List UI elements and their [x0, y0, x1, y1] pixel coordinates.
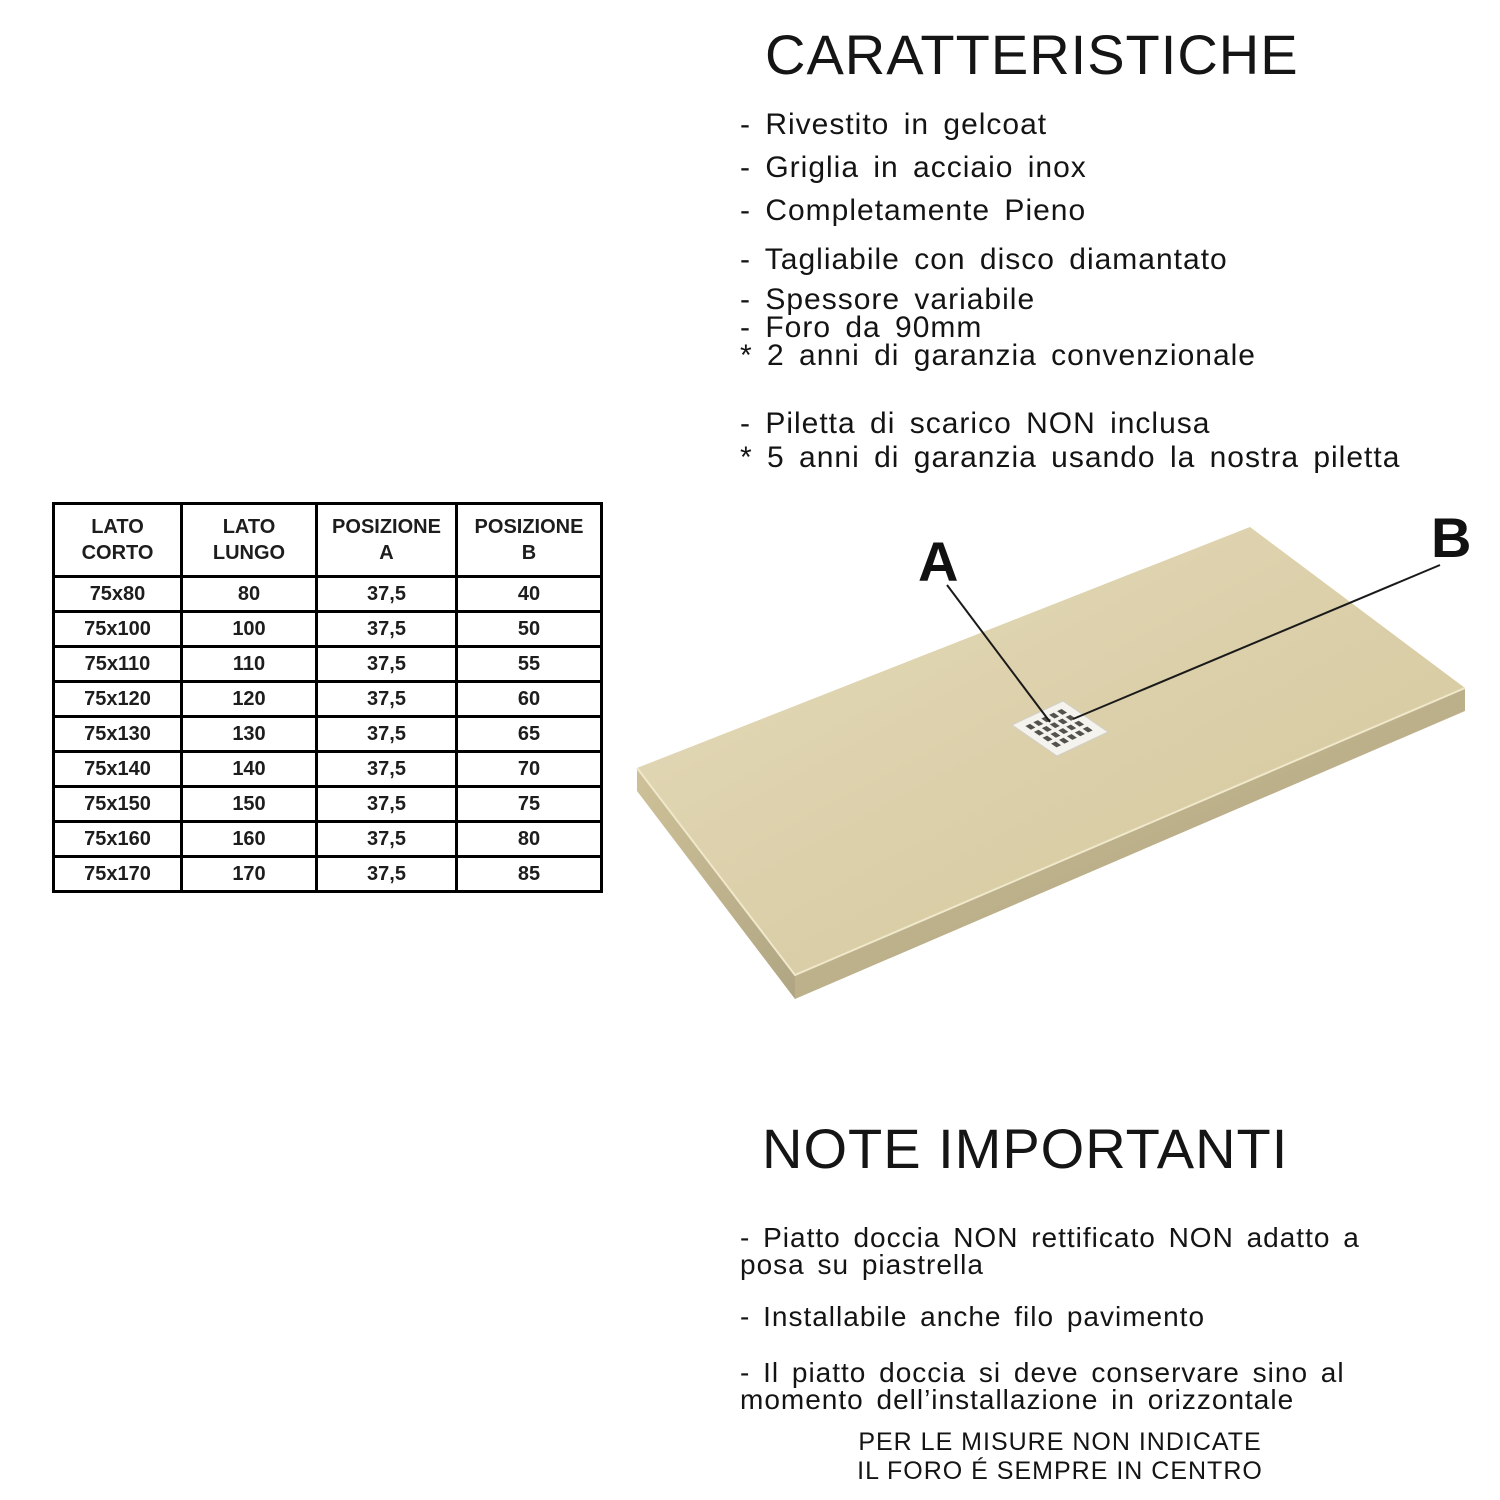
feature-item: - Tagliabile con disco diamantato — [740, 243, 1228, 276]
table-cell: 75x150 — [54, 787, 182, 822]
table-cell: 75x130 — [54, 717, 182, 752]
table-cell: 75x120 — [54, 682, 182, 717]
table-cell: 170 — [182, 857, 317, 892]
table-row — [54, 752, 602, 787]
caratteristiche-title: CARATTERISTICHE — [765, 23, 1299, 86]
table-cell: 75x110 — [54, 647, 182, 682]
table-cell: 37,5 — [317, 787, 457, 822]
table-row — [54, 717, 602, 752]
table-cell: 50 — [457, 612, 602, 647]
note-paragraph-line: - Il piatto doccia si deve conservare sino al — [740, 1357, 1345, 1388]
table-cell: 37,5 — [317, 612, 457, 647]
table-cell: 150 — [182, 787, 317, 822]
table-cell: 37,5 — [317, 682, 457, 717]
table-header-cell: POSIZIONE A — [317, 504, 457, 577]
table-cell: 80 — [457, 822, 602, 857]
table-cell: 65 — [457, 717, 602, 752]
feature-item: - Rivestito in gelcoat — [740, 108, 1048, 141]
tray-diagram — [600, 500, 1500, 1060]
table-cell: 160 — [182, 822, 317, 857]
note-paragraph-line: - Installabile anche filo pavimento — [740, 1301, 1206, 1332]
table-cell: 130 — [182, 717, 317, 752]
table-cell: 140 — [182, 752, 317, 787]
note-importanti-title: NOTE IMPORTANTI — [762, 1117, 1289, 1180]
table-cell: 60 — [457, 682, 602, 717]
table-cell: 37,5 — [317, 647, 457, 682]
table-cell: 37,5 — [317, 577, 457, 612]
table-cell: 37,5 — [317, 752, 457, 787]
table-cell: 100 — [182, 612, 317, 647]
table-cell: 37,5 — [317, 857, 457, 892]
feature-item: - Piletta di scarico NON inclusa — [740, 407, 1211, 440]
table-cell: 75x80 — [54, 577, 182, 612]
table-row — [54, 787, 602, 822]
label-a: A — [918, 530, 959, 593]
table-header-cell: LATO LUNGO — [182, 504, 317, 577]
table-cell: 75x170 — [54, 857, 182, 892]
table-header-cell: LATO CORTO — [54, 504, 182, 577]
table-cell: 85 — [457, 857, 602, 892]
table-row — [54, 647, 602, 682]
feature-item: * 2 anni di garanzia convenzionale — [740, 339, 1256, 372]
table-header-row — [54, 504, 602, 577]
feature-item: - Completamente Pieno — [740, 194, 1087, 227]
table-cell: 37,5 — [317, 717, 457, 752]
notes-footer — [740, 1428, 1380, 1486]
table-row — [54, 612, 602, 647]
table-cell: 75x140 — [54, 752, 182, 787]
feature-item: - Griglia in acciaio inox — [740, 151, 1087, 184]
table-cell: 75x100 — [54, 612, 182, 647]
table-row — [54, 682, 602, 717]
table-cell: 37,5 — [317, 822, 457, 857]
table-row — [54, 822, 602, 857]
table-row — [54, 577, 602, 612]
feature-item: * 5 anni di garanzia usando la nostra piletta — [740, 441, 1401, 474]
notes-footer-line: PER LE MISURE NON INDICATE — [858, 1428, 1262, 1456]
table-cell: 120 — [182, 682, 317, 717]
size-table — [52, 502, 603, 893]
note-paragraph-line: posa su piastrella — [740, 1249, 984, 1280]
feature-item: - Foro da 90mm — [740, 311, 983, 344]
table-cell: 75 — [457, 787, 602, 822]
notes-footer-line: IL FORO É SEMPRE IN CENTRO — [857, 1457, 1263, 1485]
table-cell: 70 — [457, 752, 602, 787]
table-cell: 75x160 — [54, 822, 182, 857]
table-cell: 110 — [182, 647, 317, 682]
table-cell: 55 — [457, 647, 602, 682]
note-paragraph-line: - Piatto doccia NON rettificato NON adatto a — [740, 1222, 1360, 1253]
table-cell: 80 — [182, 577, 317, 612]
table-row — [54, 857, 602, 892]
feature-item: - Spessore variabile — [740, 283, 1036, 316]
table-cell: 40 — [457, 577, 602, 612]
size-table-body — [54, 577, 602, 892]
label-b: B — [1431, 506, 1472, 569]
note-paragraph-line: momento dell’installazione in orizzontale — [740, 1384, 1295, 1415]
table-header-cell: POSIZIONE B — [457, 504, 602, 577]
